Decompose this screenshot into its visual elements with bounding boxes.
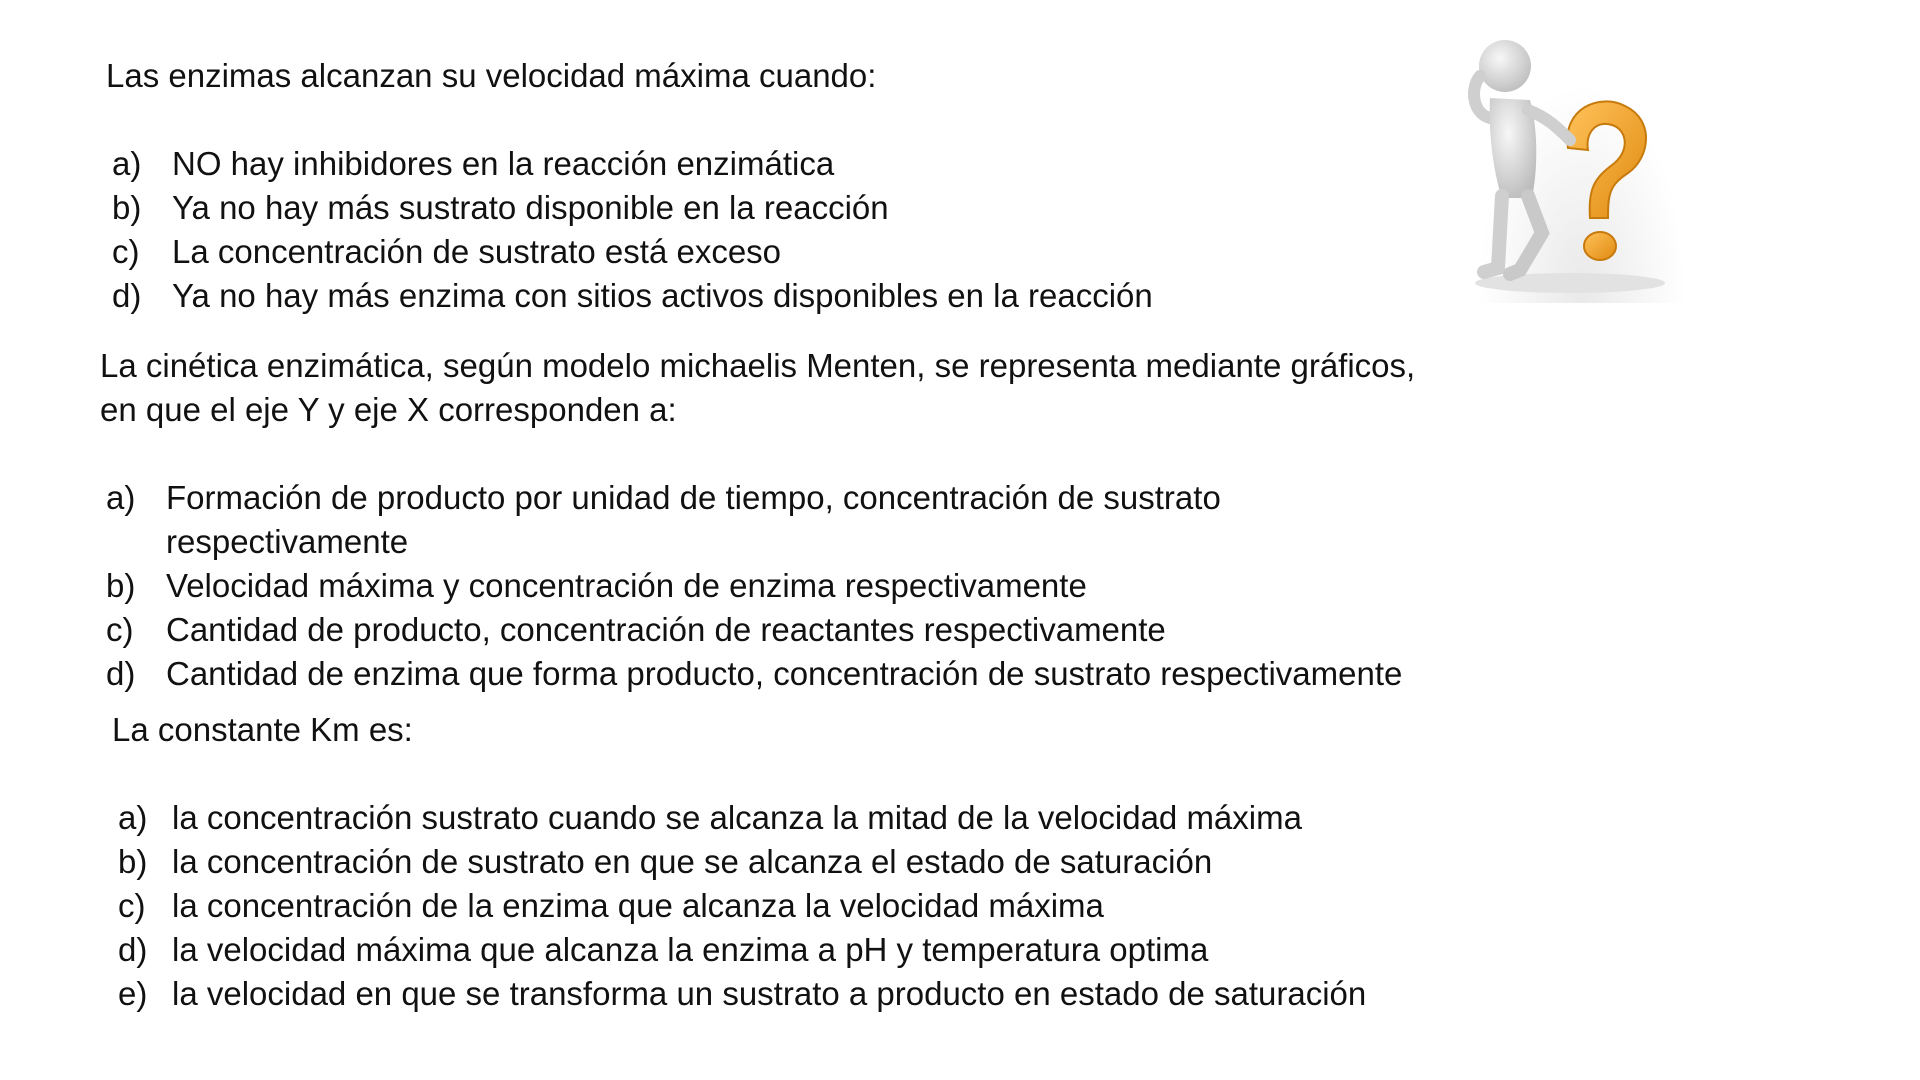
question-2-options — [106, 476, 1440, 696]
option-text: Ya no hay más enzima con sitios activos disponibles en la reacción — [172, 277, 1153, 314]
question-1-text: Las enzimas alcanzan su velocidad máxima cuando: — [106, 57, 877, 94]
option-text: Formación de producto por unidad de tiempo, concentración de sustrato respectivamente — [166, 479, 1221, 560]
option-2b — [106, 564, 1440, 608]
option-letter: a) — [118, 799, 148, 836]
option-text: NO hay inhibidores en la reacción enzimática — [172, 145, 835, 182]
question-1 — [106, 54, 1406, 318]
option-2d — [106, 652, 1440, 696]
option-3a — [118, 796, 1432, 840]
question-3-text: La constante Km es: — [112, 711, 413, 748]
option-letter: c) — [106, 611, 134, 648]
option-letter: a) — [112, 145, 142, 182]
option-1c — [112, 230, 1406, 274]
option-letter: e) — [118, 975, 148, 1012]
figure-illustration — [1450, 28, 1690, 303]
option-2a — [106, 476, 1440, 564]
option-text: la concentración sustrato cuando se alcanza la mitad de la velocidad máxima — [172, 799, 1302, 836]
option-text: Velocidad máxima y concentración de enzima respectivamente — [166, 567, 1087, 604]
option-3b — [118, 840, 1432, 884]
option-text: Ya no hay más sustrato disponible en la reacción — [172, 189, 889, 226]
option-text: la concentración de la enzima que alcanza la velocidad máxima — [172, 887, 1104, 924]
question-2 — [100, 344, 1440, 696]
option-letter: d) — [112, 277, 142, 314]
option-3c — [118, 884, 1432, 928]
option-text: La concentración de sustrato está exceso — [172, 233, 782, 270]
question-3 — [112, 708, 1432, 1016]
question-2-text: La cinética enzimática, según modelo michaelis Menten, se representa mediante gráficos, en que el eje Y y eje X corresponden a: — [100, 347, 1416, 428]
option-1d — [112, 274, 1406, 318]
option-text: la velocidad máxima que alcanza la enzima a pH y temperatura optima — [172, 931, 1209, 968]
question-3-options — [118, 796, 1432, 1016]
question-1-options — [112, 142, 1406, 318]
option-1b — [112, 186, 1406, 230]
thinking-person-question-mark-icon — [1450, 28, 1690, 303]
option-text: la concentración de sustrato en que se alcanza el estado de saturación — [172, 843, 1213, 880]
option-text: Cantidad de producto, concentración de reactantes respectivamente — [166, 611, 1166, 648]
option-3d — [118, 928, 1432, 972]
option-letter: d) — [118, 931, 148, 968]
option-letter: d) — [106, 655, 136, 692]
option-letter: a) — [106, 479, 136, 516]
option-2c — [106, 608, 1440, 652]
option-letter: b) — [106, 567, 136, 604]
option-letter: c) — [118, 887, 146, 924]
option-text: la velocidad en que se transforma un sustrato a producto en estado de saturación — [172, 975, 1367, 1012]
option-3e — [118, 972, 1432, 1016]
option-letter: b) — [112, 189, 142, 226]
option-text: Cantidad de enzima que forma producto, concentración de sustrato respectivamente — [166, 655, 1403, 692]
option-1a — [112, 142, 1406, 186]
option-letter: c) — [112, 233, 140, 270]
option-letter: b) — [118, 843, 148, 880]
